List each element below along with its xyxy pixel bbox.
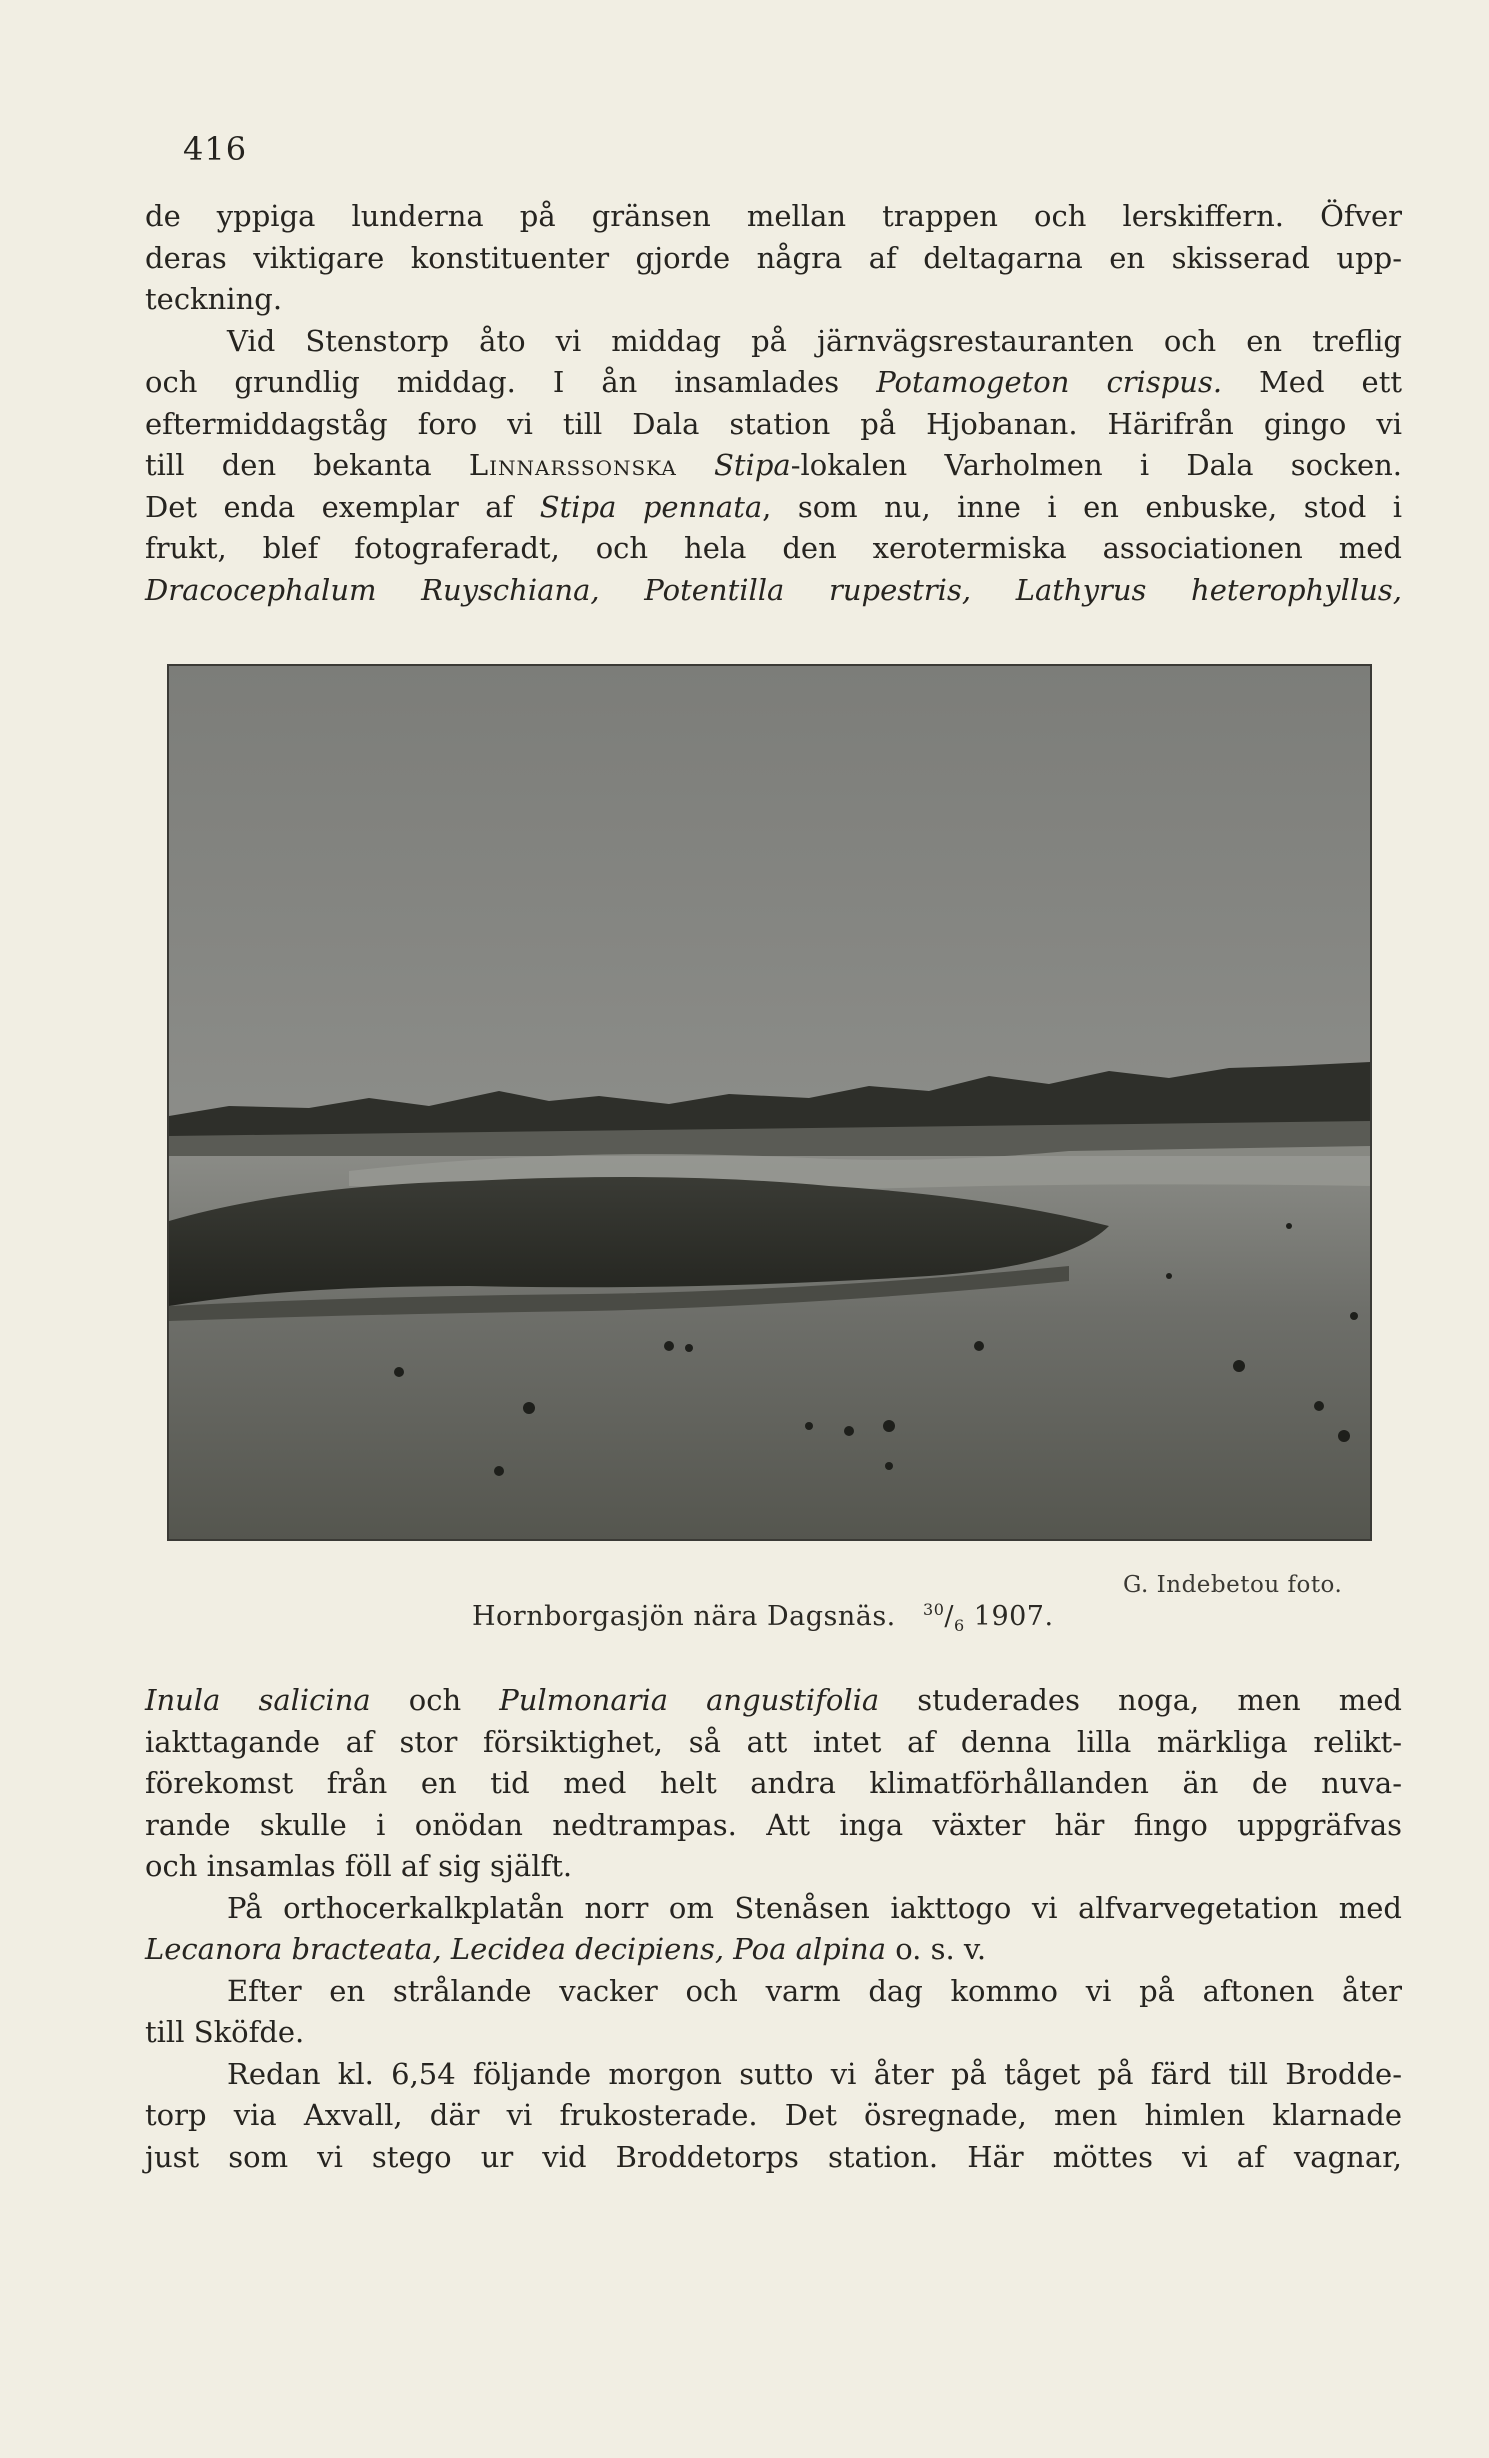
species-name: Stipa: [714, 448, 791, 482]
text-line: Det enda exemplar af Stipa pennata, som nu, inne i en enbuske, stod i: [145, 489, 1402, 524]
text-line: just som vi stego ur vid Broddetorps station. Här möttes vi af vagnar,: [145, 2139, 1402, 2174]
text-line: och grundlig middag. I ån insamlades Potamogeton crispus. Med ett: [145, 365, 1403, 399]
caption-date-month: 6: [953, 1616, 965, 1635]
text-line: teckning.: [145, 282, 283, 316]
text-line: Vid Stenstorp åto vi middag på järnvägsrestauranten och en treflig: [227, 323, 1402, 358]
text-line: frukt, blef fotograferadt, och hela den xerotermiska associationen med: [145, 531, 1402, 565]
text-line: På orthocerkalkplatån norr om Stenåsen iakttogo vi alfvarvegetation med: [227, 1890, 1402, 1925]
text-line: [145, 570, 1402, 612]
text-line: Efter en strålande vacker och varm dag kommo vi på aftonen åter: [227, 1973, 1402, 2008]
text-line: torp via Axvall, där vi frukosterade. Det ösregnade, men himlen klarnade: [145, 2098, 1402, 2132]
text-line: till den bekanta Linnarssonska Stipa-lokalen Varholmen i Dala socken.: [145, 448, 1403, 482]
photo-image: [169, 666, 1370, 1539]
text-line: Redan kl. 6,54 följande morgon sutto vi åter på tåget på färd till Brodde-: [227, 2056, 1402, 2091]
text-line: de yppiga lunderna på gränsen mellan trappen och lerskiffern. Öfver: [145, 199, 1402, 233]
species-name: Potamogeton crispus.: [876, 365, 1223, 399]
text-line: Inula salicina och Pulmonaria angustifolia studerades noga, men med: [145, 1683, 1402, 1717]
species-name: Dracocephalum Ruyschiana, Potentilla rupestris, Lathyrus heterophyllus,: [145, 572, 1402, 607]
bottom-text-block: [145, 1680, 1402, 2178]
species-name: Lecanora bracteata, Lecidea decipiens, Poa alpina: [145, 1932, 886, 1966]
text-line: Lecanora bracteata, Lecidea decipiens, Poa alpina o. s. v.: [145, 1932, 987, 1966]
text-line: till Sköfde.: [145, 2015, 305, 2049]
text-line: deras viktigare konstituenter gjorde några af deltagarna en skisserad upp-: [145, 240, 1402, 275]
photo-caption: Hornborgasjön nära Dagsnäs. $^{30}/_6$ 1907.: [472, 1600, 1054, 1635]
page-number: 416: [183, 130, 248, 168]
species-name: Pulmonaria angustifolia: [499, 1683, 880, 1717]
text-line: iakttagande af stor försiktighet, så att intet af denna lilla märkliga relikt-: [145, 1724, 1402, 1759]
photo-credit: G. Indebetou foto.: [1123, 1572, 1343, 1598]
text-line: förekomst från en tid med helt andra klimatförhållanden än de nuva-: [145, 1766, 1402, 1800]
author-name: Linnarssonska: [468, 448, 677, 482]
species-name: Inula salicina: [145, 1683, 371, 1717]
text-line: och insamlas föll af sig själft.: [145, 1849, 573, 1883]
landscape-photo: [167, 664, 1372, 1541]
text-line: eftermiddagståg foro vi till Dala station på Hjobanan. Härifrån gingo vi: [145, 406, 1402, 441]
caption-date-day: 30: [923, 1600, 945, 1619]
species-name: Stipa pennata: [539, 489, 763, 524]
text-line: rande skulle i onödan nedtrampas. Att inga växter här fingo uppgräfvas: [145, 1807, 1402, 1842]
top-text-block: [145, 196, 1402, 611]
